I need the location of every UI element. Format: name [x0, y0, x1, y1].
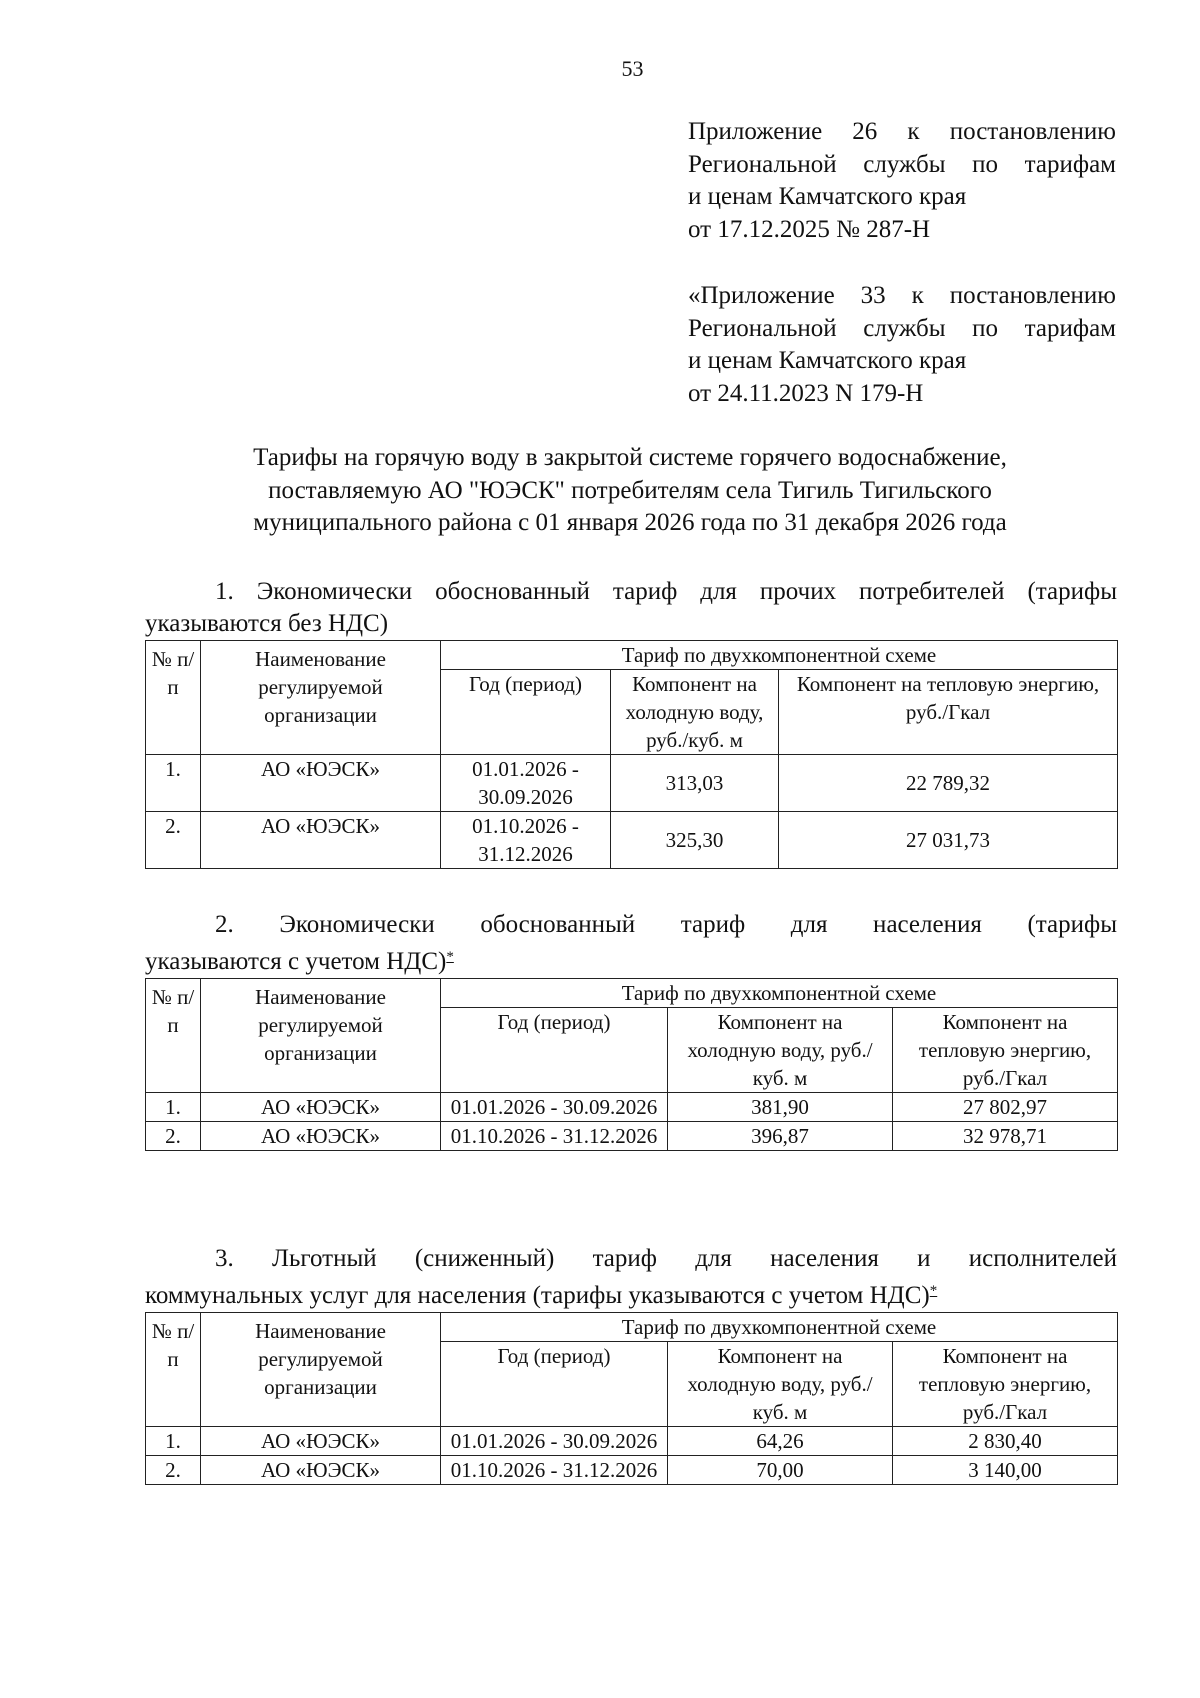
appendix-reference-current	[688, 116, 1116, 246]
header-num: № п/п	[146, 979, 201, 1093]
section-heading	[145, 576, 1117, 640]
section-heading-line: 2. Экономически обоснованный тариф для населения (тарифы	[215, 911, 1117, 938]
footnote-mark: *	[929, 1283, 938, 1299]
section-heading-line: коммунальных услуг для населения (тарифы указываются с учетом НДС)	[145, 1282, 930, 1309]
document-title	[145, 442, 1115, 540]
cell-num: 1.	[146, 1427, 201, 1456]
title-line: поставляемую АО "ЮЭСК" потребителям села Тигиль Тигильского	[268, 476, 992, 504]
header-scheme: Тариф по двухкомпонентной схеме	[441, 641, 1118, 670]
cell-num: 2.	[146, 1456, 201, 1485]
section-heading-line: указываются с учетом НДС)	[145, 948, 447, 975]
header-scheme: Тариф по двухкомпонентной схеме	[441, 979, 1118, 1008]
header-heat-energy: Компонент на тепловую энергию, руб./Гкал	[779, 670, 1118, 755]
cell-heat-energy: 2 830,40	[893, 1427, 1118, 1456]
cell-heat-energy: 32 978,71	[893, 1122, 1118, 1151]
section-heading	[145, 909, 1117, 978]
appendix-line: «Приложение 33 к постановлению	[688, 282, 1116, 309]
cell-cold-water: 313,03	[611, 755, 779, 812]
cell-cold-water: 325,30	[611, 812, 779, 869]
header-period: Год (период)	[441, 670, 611, 755]
header-org: Наименование регулируемой организации	[201, 641, 441, 755]
cell-heat-energy: 22 789,32	[779, 755, 1118, 812]
cell-period: 01.10.2026 - 31.12.2026	[441, 1122, 668, 1151]
title-line: муниципального района с 01 января 2026 года по 31 декабря 2026 года	[253, 509, 1007, 536]
table-row	[146, 812, 1118, 869]
section-population	[145, 909, 1117, 1151]
cell-org: АО «ЮЭСК»	[201, 1122, 441, 1151]
section-heading-line: указываются без НДС)	[145, 610, 389, 637]
cell-num: 1.	[146, 1093, 201, 1122]
header-cold-water: Компонент на холодную воду, руб./куб. м	[668, 1008, 893, 1093]
appendix-line: от 17.12.2025 № 287-Н	[688, 215, 931, 243]
appendix-line: Приложение 26 к постановлению	[688, 118, 1116, 145]
cell-heat-energy: 27 802,97	[893, 1093, 1118, 1122]
title-line: Тарифы на горячую воду в закрытой системе горячего водоснабжение,	[253, 444, 1007, 471]
cell-cold-water: 396,87	[668, 1122, 893, 1151]
section-other-consumers	[145, 576, 1117, 869]
appendix-line: от 24.11.2023 N 179-Н	[688, 379, 924, 407]
cell-cold-water: 70,00	[668, 1456, 893, 1485]
header-cold-water: Компонент на холодную воду, руб./куб. м	[611, 670, 779, 755]
cell-heat-energy: 27 031,73	[779, 812, 1118, 869]
appendix-line: и ценам Камчатского края	[688, 347, 967, 374]
cell-period: 01.10.2026 - 31.12.2026	[441, 812, 611, 869]
page-number: 53	[621, 56, 644, 81]
cell-num: 1.	[146, 755, 201, 812]
cell-period: 01.10.2026 - 31.12.2026	[441, 1456, 668, 1485]
cell-period: 01.01.2026 - 30.09.2026	[441, 1093, 668, 1122]
tariff-table	[145, 640, 1118, 869]
footnote-mark: *	[446, 949, 454, 965]
appendix-reference-original	[688, 280, 1116, 410]
table-row	[146, 1093, 1118, 1122]
section-heading-line: 3. Льготный (сниженный) тариф для населения и исполнителей	[215, 1245, 1117, 1272]
cell-org: АО «ЮЭСК»	[201, 755, 441, 812]
header-heat-energy: Компонент на тепловую энергию, руб./Гкал	[893, 1008, 1118, 1093]
cell-cold-water: 381,90	[668, 1093, 893, 1122]
table-header-row	[146, 1313, 1118, 1342]
table-header-row	[146, 979, 1118, 1008]
appendix-line: и ценам Камчатского края	[688, 183, 967, 210]
header-period: Год (период)	[441, 1342, 668, 1427]
section-heading-line: 1. Экономически обоснованный тариф для прочих потребителей (тарифы	[215, 578, 1117, 605]
table-row	[146, 1427, 1118, 1456]
header-org: Наименование регулируемой организации	[201, 1313, 441, 1427]
header-org: Наименование регулируемой организации	[201, 979, 441, 1093]
tariff-table	[145, 978, 1118, 1151]
header-num: № п/п	[146, 1313, 201, 1427]
cell-org: АО «ЮЭСК»	[201, 1427, 441, 1456]
header-heat-energy: Компонент на тепловую энергию, руб./Гкал	[893, 1342, 1118, 1427]
table-row	[146, 1122, 1118, 1151]
appendix-line: Региональной службы по тарифам	[688, 150, 1116, 178]
section-heading	[145, 1243, 1117, 1312]
cell-org: АО «ЮЭСК»	[201, 812, 441, 869]
cell-period: 01.01.2026 - 30.09.2026	[441, 1427, 668, 1456]
section-preferential	[145, 1243, 1117, 1485]
header-scheme: Тариф по двухкомпонентной схеме	[441, 1313, 1118, 1342]
header-cold-water: Компонент на холодную воду, руб./куб. м	[668, 1342, 893, 1427]
cell-cold-water: 64,26	[668, 1427, 893, 1456]
appendix-line: Региональной службы по тарифам	[688, 314, 1116, 342]
header-period: Год (период)	[441, 1008, 668, 1093]
header-num: № п/п	[146, 641, 201, 755]
table-header-row	[146, 641, 1118, 670]
cell-org: АО «ЮЭСК»	[201, 1093, 441, 1122]
table-row	[146, 1456, 1118, 1485]
cell-heat-energy: 3 140,00	[893, 1456, 1118, 1485]
table-row	[146, 755, 1118, 812]
cell-num: 2.	[146, 1122, 201, 1151]
cell-num: 2.	[146, 812, 201, 869]
cell-period: 01.01.2026 - 30.09.2026	[441, 755, 611, 812]
cell-org: АО «ЮЭСК»	[201, 1456, 441, 1485]
tariff-table	[145, 1312, 1118, 1485]
